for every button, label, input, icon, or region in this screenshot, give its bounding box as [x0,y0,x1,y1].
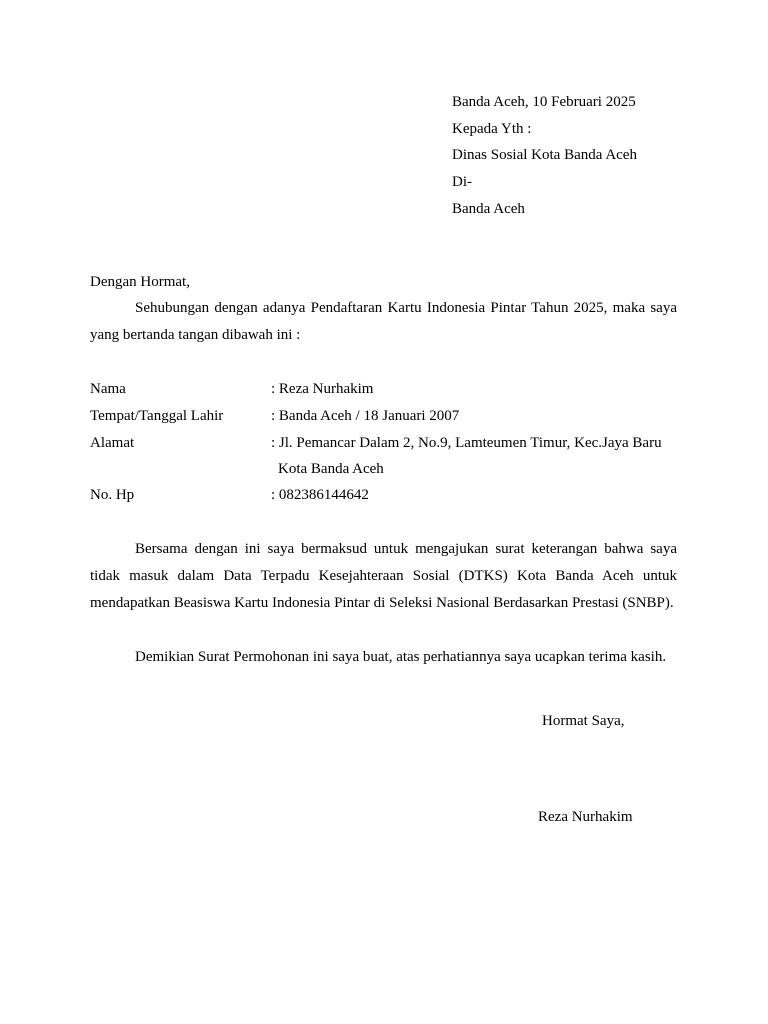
field-value-address: : Jl. Pemancar Dalam 2, No.9, Lamteumen Timur, Kec.Jaya Baru [271,435,662,451]
signoff: Hormat Saya, [542,713,625,729]
recipient-name: Dinas Sosial Kota Banda Aceh [452,147,637,163]
field-label-birth: Tempat/Tanggal Lahir [90,408,224,424]
recipient-di: Di- [452,174,472,190]
field-value-phone: : 082386144642 [271,487,369,503]
field-value-birth: : Banda Aceh / 18 Januari 2007 [271,408,460,424]
recipient-city: Banda Aceh [452,201,525,217]
recipient-salutation: Kepada Yth : [452,121,532,137]
field-label-name: Nama [90,381,126,397]
greeting: Dengan Hormat, [90,274,190,290]
letter-date: Banda Aceh, 10 Februari 2025 [452,94,636,110]
body-line-2: tidak masuk dalam Data Terpadu Kesejahteraan Sosial (DTKS) Kota Banda Aceh untuk [90,568,677,584]
body-line-1: Bersama dengan ini saya bermaksud untuk mengajukan surat keterangan bahwa saya [135,541,677,557]
field-label-phone: No. Hp [90,487,135,503]
signature-name: Reza Nurhakim [538,809,633,825]
closing-paragraph: Demikian Surat Permohonan ini saya buat, atas perhatiannya saya ucapkan terima kasih. [135,649,667,665]
field-value-name: : Reza Nurhakim [271,381,374,397]
intro-line-1: Sehubungan dengan adanya Pendaftaran Kartu Indonesia Pintar Tahun 2025, maka saya [135,300,677,316]
field-value-address-cont: Kota Banda Aceh [278,461,384,477]
body-line-3: mendapatkan Beasiswa Kartu Indonesia Pintar di Seleksi Nasional Berdasarkan Prestasi (SNBP). [90,595,674,611]
intro-line-2: yang bertanda tangan dibawah ini : [90,327,301,343]
field-label-address: Alamat [90,435,135,451]
